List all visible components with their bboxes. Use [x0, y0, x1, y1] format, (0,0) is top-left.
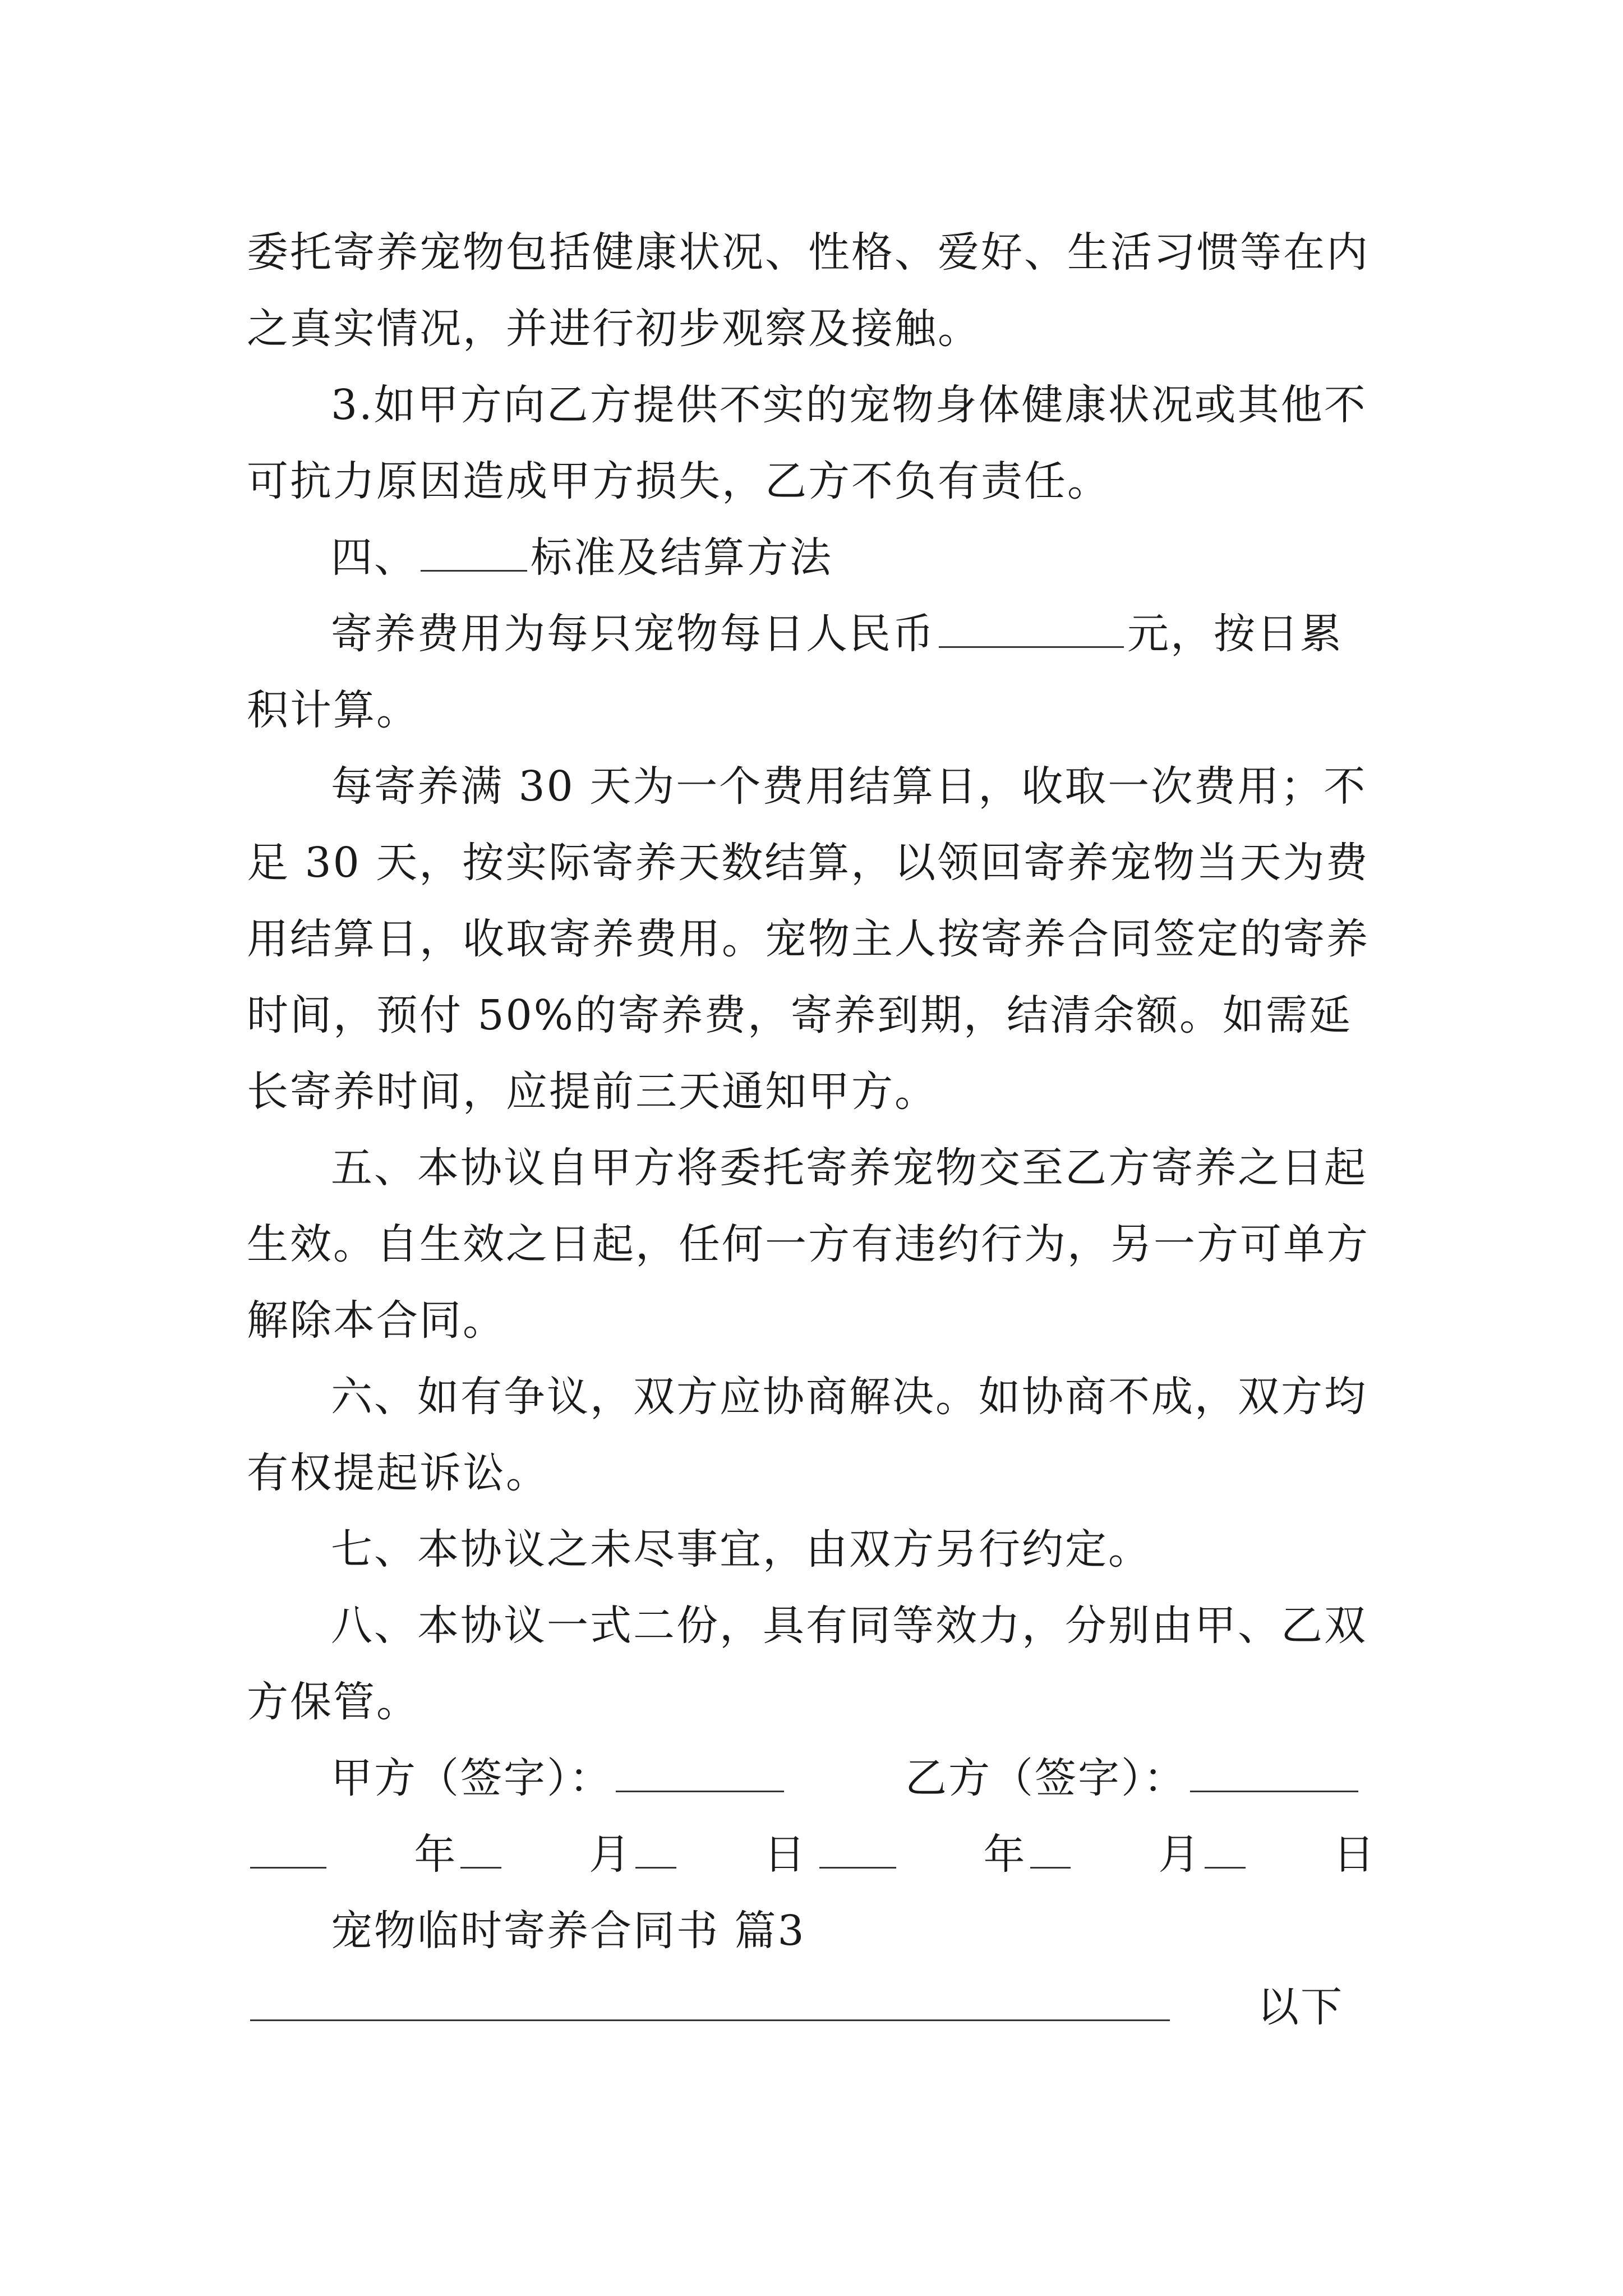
fee-rate-prefix: 寄养费用为每只宠物每日人民币 — [331, 610, 935, 658]
paragraph-clause-3: 3.如甲方向乙方提供不实的宠物身体健康状况或其他不可抗力原因造成甲方损失，乙方不负有责任。 — [247, 381, 1367, 505]
tail-text: 以下 — [1257, 1983, 1344, 2031]
party-b-year-blank[interactable] — [819, 1828, 896, 1869]
party-b-day-blank[interactable] — [1205, 1828, 1246, 1869]
paragraph-section-5: 五、本协议自甲方将委托寄养宠物交至乙方寄养之日起生效。自生效之日起，任何一方有违约行为，另一方可单方解除本合同。 — [247, 1144, 1370, 1345]
party-b-month-blank[interactable] — [1030, 1828, 1071, 1869]
party-a-year-blank[interactable] — [250, 1828, 326, 1869]
paragraph-section-8: 八、本协议一式二份，具有同等效力，分别由甲、乙双方保管。 — [247, 1602, 1367, 1726]
party-b-month-label: 月 — [1158, 1830, 1202, 1879]
party-b-sign-label: 乙方（签字）： — [905, 1754, 1187, 1802]
document-body — [247, 214, 1376, 2045]
paragraph-fee-rate — [247, 596, 1376, 748]
fee-rate-suffix: 元，按日累积计算。 — [247, 610, 1343, 734]
party-b-year-label: 年 — [983, 1830, 1027, 1879]
date-row — [247, 1816, 1376, 1893]
paragraph-section-6: 六、如有争议，双方应协商解决。如协商不成，双方均有权提起诉讼。 — [247, 1373, 1367, 1497]
party-a-sign-label: 甲方（签字）： — [331, 1754, 612, 1802]
section-title: 宠物临时寄养合同书 篇3 — [331, 1907, 806, 1955]
party-a-day-label: 日 — [763, 1830, 807, 1879]
party-a-month-blank[interactable] — [460, 1828, 501, 1869]
section-4-prefix: 四、 — [331, 533, 417, 582]
party-a-month-label: 月 — [589, 1830, 633, 1879]
paragraph-section-7: 七、本协议之未尽事宜，由双方另行约定。 — [331, 1525, 1151, 1573]
fee-item-blank[interactable] — [421, 531, 527, 572]
paragraph-pet-info: 委托寄养宠物包括健康状况、性格、爱好、生活习惯等在内之真实情况，并进行初步观察及接触。 — [247, 228, 1370, 353]
daily-price-blank[interactable] — [939, 607, 1124, 648]
party-a-year-label: 年 — [414, 1830, 458, 1879]
section-4-suffix: 标准及结算方法 — [531, 533, 833, 582]
party-b-sign-blank[interactable] — [1190, 1751, 1358, 1792]
party-a-sign-blank[interactable] — [616, 1751, 784, 1792]
party-b-day-label: 日 — [1333, 1830, 1377, 1879]
paragraph-settlement: 每寄养满 30 天为一个费用结算日，收取一次费用；不足 30 天，按实际寄养天数结算，以领回寄养宠物当天为费用结算日，收取寄养费用。宠物主人按寄养合同签定的寄养时间，预付 50%的寄养费，寄养到期，结清余额。如需延长寄养时间，应提前三天通知甲方。 — [247, 762, 1370, 1116]
paragraph-section-4-heading — [247, 519, 1376, 596]
tail-row — [247, 1969, 1376, 2045]
party-a-day-blank[interactable] — [635, 1828, 676, 1869]
signature-row — [247, 1740, 1376, 1816]
party-intro-blank[interactable] — [250, 1980, 1170, 2021]
